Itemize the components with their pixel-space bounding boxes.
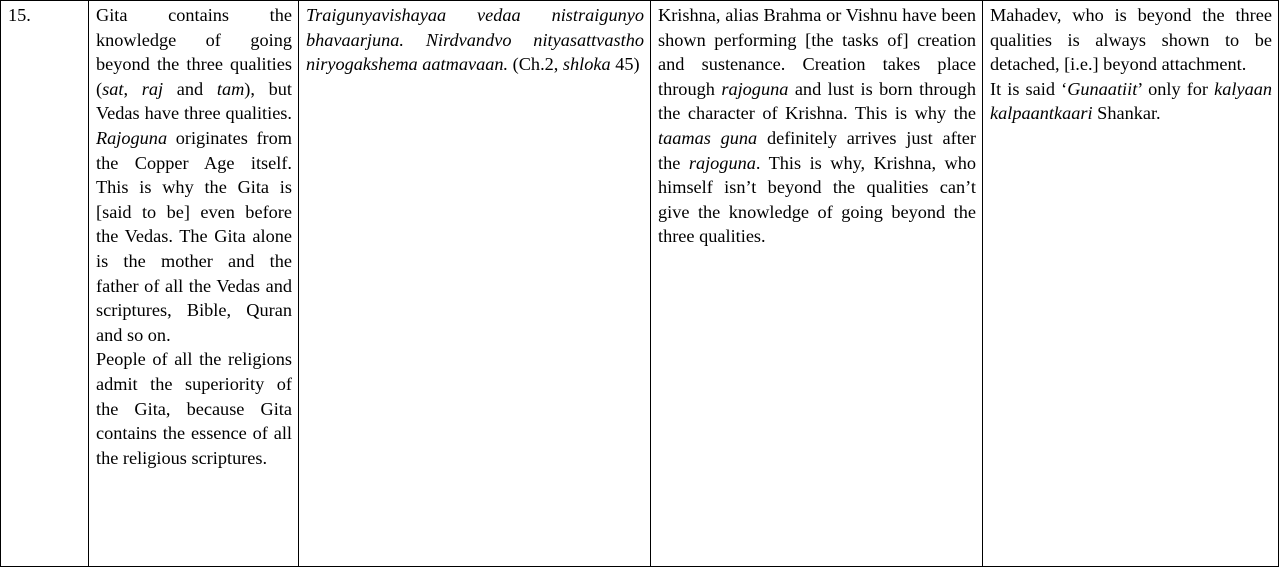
gita-paragraph-2: People of all the religions admit the superiority of the Gita, because Gita contains the essence of all the religious scriptures. xyxy=(96,349,292,468)
mahadev-paragraph-2 xyxy=(990,77,1272,126)
text-run: ’ only for xyxy=(1137,78,1215,99)
sloka-verse: Traigunyavishayaa vedaa nistraigunyo bhavaarjuna. Nirdvandvo nityasattvastho niryogakshema aatmavaan. xyxy=(306,5,644,75)
text-run: Gita contains the knowledge of going beyond the three qualities ( xyxy=(96,5,292,99)
text-run: Shankar. xyxy=(1092,103,1161,124)
gita-description-cell xyxy=(89,1,299,567)
sloka-cell xyxy=(299,1,651,567)
text-run: , xyxy=(123,78,142,99)
text-run: and xyxy=(163,78,217,99)
text-run: . This is why, Krishna, who himself isn’t beyond the qualities can’t give the knowledge of going beyond the three qualities. xyxy=(658,152,977,247)
italic-term: Rajoguna xyxy=(96,127,168,148)
text-run: and lust is born through the character of Krishna. This is why the xyxy=(658,78,976,124)
text-run: 45) xyxy=(610,54,640,75)
italic-term: kalyaan kalpaantkaari xyxy=(990,78,1272,124)
text-run: It is said ‘ xyxy=(990,78,1068,99)
italic-term: sat xyxy=(102,78,124,99)
table-row xyxy=(1,1,1279,567)
italic-term: raj xyxy=(141,78,164,99)
italic-term: taamas guna xyxy=(658,127,758,148)
text-run: (Ch.2, xyxy=(508,54,563,75)
italic-term: rajoguna xyxy=(721,78,789,99)
text-run: definitely arrives just after the xyxy=(658,127,976,173)
gita-paragraph-1 xyxy=(96,3,292,347)
text-run: originates from the Copper Age itself. This is why the Gita is [said to be] even before the Vedas. The Gita alone is the mother and the father of all the Vedas and scriptures, Bible, Quran and so on. xyxy=(96,127,292,345)
text-run: Krishna, alias Brahma or Vishnu have been shown performing [the tasks of] creation and sustenance. Creation takes place through xyxy=(658,5,976,99)
mahadev-cell xyxy=(983,1,1279,567)
italic-term: tam xyxy=(216,78,245,99)
row-number: 15. xyxy=(8,5,31,25)
row-number-cell xyxy=(1,1,89,567)
text-run: ), but Vedas have three qualities. xyxy=(96,78,292,124)
italic-term: Gunaatiit xyxy=(1067,78,1138,99)
italic-term: shloka xyxy=(562,54,611,75)
krishna-cell xyxy=(651,1,983,567)
mahadev-paragraph-1: Mahadev, who is beyond the three qualities is always shown to be detached, [i.e.] beyond attachment. xyxy=(990,5,1272,75)
italic-term: rajoguna xyxy=(688,152,756,173)
